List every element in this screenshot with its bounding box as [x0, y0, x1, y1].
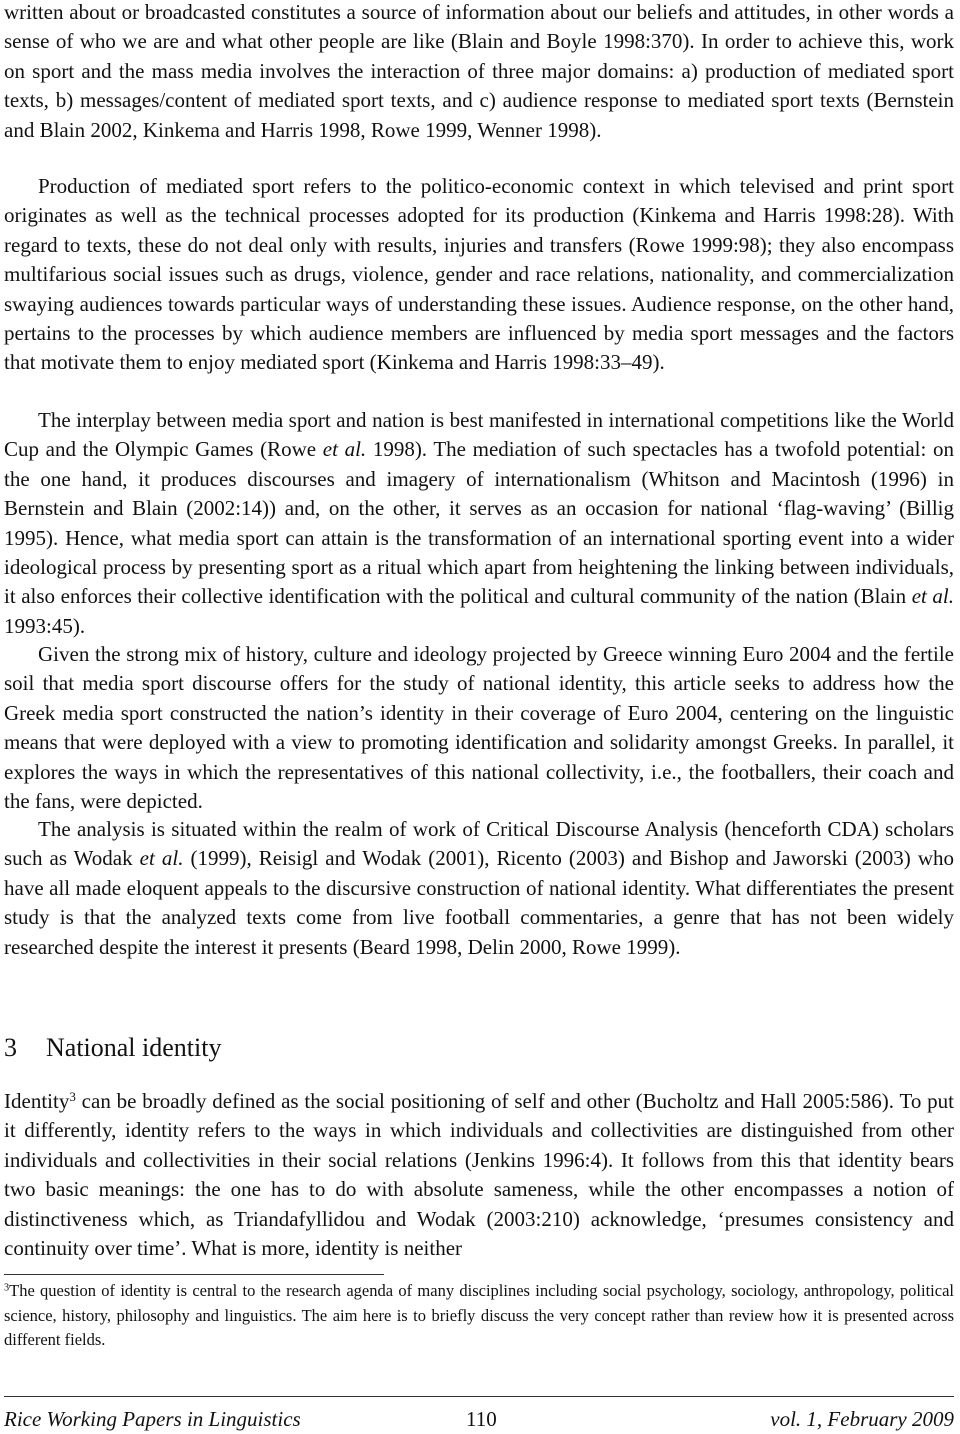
page-number: 110	[466, 1407, 497, 1431]
footer-divider	[4, 1396, 954, 1397]
footer-volume: vol. 1, February 2009	[770, 1407, 954, 1431]
italic-span: et al.	[911, 584, 955, 609]
footnote-text: The question of identity is central to the research agenda of many disciplines including social psychology, sociology, anthropology, political science, history, philosophy and linguistics. The aim here is to briefly discuss the very concept rather than review how it is presented across different fields.	[4, 1281, 954, 1349]
italic-span: et al.	[322, 437, 367, 462]
paragraph-production: Production of mediated sport refers to the politico-economic context in which televised and print sport originates as well as the technical processes adopted for its production (Kinkema and Harris 1998:28). With regard to texts, these do not deal only with results, injuries and transfers (Rowe 1999:98); they also encompass multifarious social issues such as drugs, violence, gender and race relations, nationality, and commercialization swaying audiences towards particular ways of understanding these issues. Audience response, on the other hand, pertains to the processes by which audience members are influenced by media sport messages and the factors that motivate them to enjoy mediated sport (Kinkema and Harris 1998:33–49).	[4, 174, 954, 375]
italic-span: et al.	[139, 846, 184, 871]
section-title: National identity	[46, 1033, 222, 1062]
paragraph-continuation: written about or broadcasted constitutes a source of information about our beliefs and attitudes, in other words a sense of who we are and what other people are like (Blain and Boyle 1998:370). In order to achieve this, work on sport and the mass media involves the interaction of three major domains: a) production of mediated sport texts, b) messages/content of mediated sport texts, and c) audience response to mediated sport texts (Bernstein and Blain 2002, Kinkema and Harris 1998, Rowe 1999, Wenner 1998).	[4, 0, 954, 142]
footer-journal-title: Rice Working Papers in Linguistics	[4, 1407, 301, 1431]
text-span: (1999), Reisigl and Wodak (2001), Ricento (2003) and Bishop and Jaworski (2003) who have all made eloquent appeals to the discursive construction of national identity. What differentiates the present study is that the analyzed texts come from live football commentaries, a genre that has not been widely researched despite the interest it presents (Beard 1998, Delin 2000, Rowe 1999).	[4, 846, 954, 959]
paragraph-euro-2004: Given the strong mix of history, culture and ideology projected by Greece winning Euro 2004 and the fertile soil that media sport discourse offers for the study of national identity, this article seeks to address how the Greek media sport constructed the nation’s identity in their coverage of Euro 2004, centering on the linguistic means that were deployed with a view to promoting identification and solidarity amongst Greeks. In parallel, it explores the ways in which the representatives of this national collectivity, i.e., the footballers, their coach and the fans, were depicted.	[4, 642, 954, 814]
text-span: 1993:45).	[4, 613, 86, 638]
footnote-divider	[4, 1274, 384, 1275]
text-span: The interplay between media sport and nation is best manifested in international competitions like the World Cup and the Olympic Games (Rowe	[4, 408, 954, 462]
text-span: 1998). The mediation of such spectacles has a twofold potential: on the one hand, it produces discourses and imagery of internationalism (Whitson and Macintosh (1996) in Bernstein and Blain (2002:14)) and, on the other, it serves as an occasion for national ‘flag-waving’ (Billig 1995). Hence, what media sport can attain is the transformation of an international sporting event into a wider ideological process by presenting sport as a ritual which apart from heightening the linking between individuals, it also enforces their collective identification with the political and cultural community of the nation (Blain	[4, 437, 954, 609]
paragraph-cda	[4, 815, 954, 962]
section-number: 3	[4, 1033, 17, 1062]
footnote-reference[interactable]: 3	[69, 1088, 76, 1104]
page-footer	[4, 1404, 954, 1434]
section-heading	[4, 1031, 221, 1065]
text-span: The analysis is situated within the realm of work of Critical Discourse Analysis (henceforth CDA) scholars such as Wodak	[4, 817, 954, 871]
text-span: can be broadly defined as the social positioning of self and other (Bucholtz and Hall 2005:586). To put it differently, identity refers to the ways in which individuals and collectivities are distinguished from other individuals and collectivities in their social relations (Jenkins 1996:4). It follows from this that identity bears two basic meanings: the one has to do with absolute sameness, while the other encompasses a notion of distinctiveness which, as Triandafyllidou and Wodak (2003:210) acknowledge, ‘presumes consistency and continuity over time’. What is more, identity is neither	[4, 1089, 954, 1261]
footnote	[4, 1279, 954, 1353]
text-span: Identity	[4, 1089, 70, 1113]
paragraph-media-sport-nation	[4, 406, 954, 641]
footnote-marker: 3	[4, 1282, 10, 1294]
paragraph-identity	[4, 1087, 954, 1263]
